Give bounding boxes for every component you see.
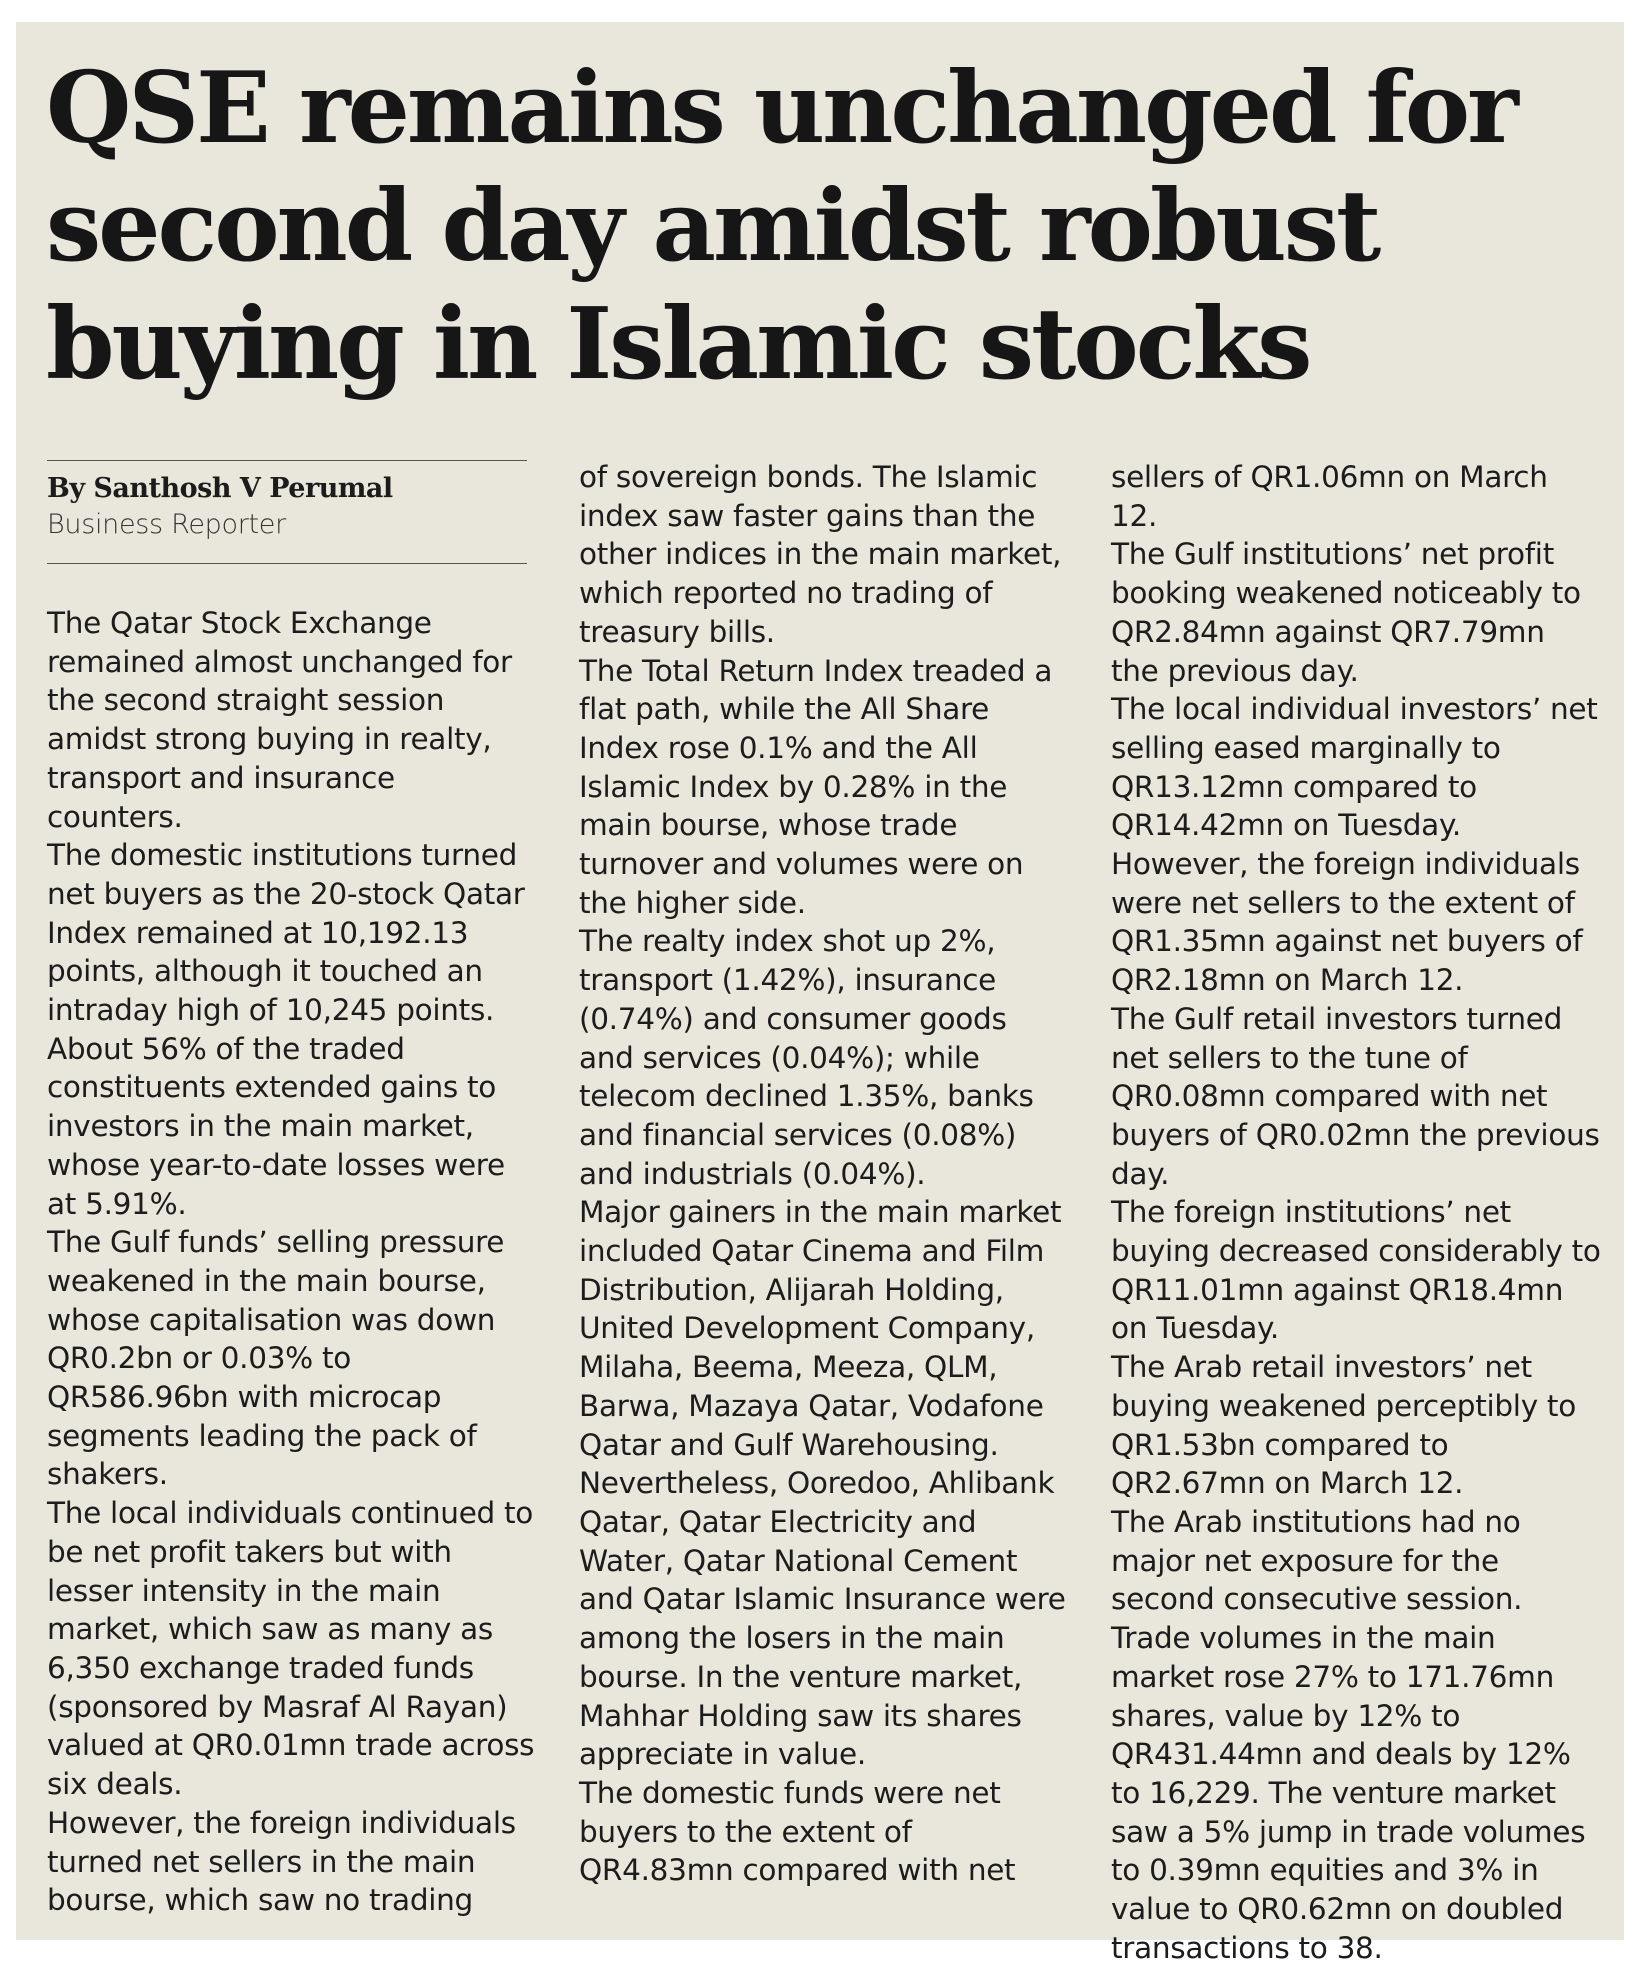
paragraph: The local individuals continued to be net profit takers but with lesser intensity in the main market, which saw as many as 6,350 exchange traded funds (sponsored by Masraf Al Rayan) valued at QR0.01mn trade across six deals.: [47, 1496, 535, 1802]
paragraph: The Gulf institutions’ net profit booking weakened noticeably to QR2.84mn against QR7.79mn the previous day.: [1111, 537, 1581, 688]
headline-line-1: QSE remains unchanged for: [46, 51, 1516, 166]
paragraph: Nevertheless, Ooredoo, Ahlibank Qatar, Qatar Electricity and Water, Qatar National Cement and Qatar Islamic Insurance were among the losers in the main bourse. In the venture market, Mahhar Holding saw its shares appreciate in value.: [579, 1466, 1066, 1772]
paragraph: The local individual investors’ net selling eased marginally to QR13.12mn compared to QR14.42mn on Tuesday.: [1111, 692, 1598, 843]
column-1-body: [47, 604, 537, 1920]
headline-line-3: buying in Islamic stocks: [46, 287, 1310, 402]
byline: [47, 460, 527, 564]
article-headline: [46, 50, 1606, 404]
paragraph: However, the foreign individuals were net sellers to the extent of QR1.35mn against net buyers of QR2.18mn on March 12.: [1111, 847, 1583, 998]
article-page: [16, 22, 1624, 1965]
paragraph: The foreign institutions’ net buying decreased considerably to QR11.01mn against QR18.4mn on Tuesday.: [1111, 1195, 1601, 1346]
paragraph: of sovereign bonds. The Islamic index saw faster gains than the other indices in the main market, which reported no trading of treasury bills.: [579, 460, 1062, 649]
paragraph: The Qatar Stock Exchange remained almost unchanged for the second straight session amidst strong buying in realty, transport and insurance counters.: [47, 606, 512, 834]
paragraph: The Arab institutions had no major net exposure for the second consecutive session.: [1111, 1504, 1523, 1617]
byline-role: Business Reporter: [47, 509, 286, 540]
paragraph: Major gainers in the main market included Qatar Cinema and Film Distribution, Alijarah Holding, United Development Company, Milaha, Beema, Meeza, QLM, Barwa, Mazaya Qatar, Vodafone Qatar and Gulf Warehousing.: [579, 1195, 1062, 1462]
paragraph: However, the foreign individuals turned net sellers in the main bourse, which saw no trading: [47, 1805, 516, 1918]
paragraph: The realty index shot up 2%, transport (1.42%), insurance (0.74%) and consumer goods and services (0.04%); while telecom declined 1.35%, banks and financial services (0.08%) and industrials (0.04%).: [579, 924, 1034, 1191]
column-1: [47, 460, 537, 1920]
paragraph: The Arab retail investors’ net buying weakened perceptibly to QR1.53bn compared to QR2.67mn on March 12.: [1111, 1350, 1576, 1501]
paragraph: The domestic funds were net buyers to the extent of QR4.83mn compared with net: [579, 1775, 1016, 1888]
paragraph: sellers of QR1.06mn on March 12.: [1111, 460, 1548, 533]
column-2: [579, 458, 1069, 1890]
paragraph: The Gulf retail investors turned net sellers to the tune of QR0.08mn compared with net buyers of QR0.02mn the previous day.: [1111, 1001, 1600, 1191]
paragraph: The Gulf funds’ selling pressure weakened in the main bourse, whose capitalisation was down QR0.2bn or 0.03% to QR586.96bn with microcap segments leading the pack of shakers.: [47, 1225, 505, 1492]
byline-author: By Santhosh V Perumal: [47, 473, 393, 504]
paragraph: About 56% of the traded constituents extended gains to investors in the main market, whose year-to-date losses were at 5.91%.: [47, 1031, 505, 1221]
paragraph: The domestic institutions turned net buyers as the 20-stock Qatar Index remained at 10,192.13 points, although it touched an intraday high of 10,245 points.: [47, 838, 525, 1028]
headline-line-2: second day amidst robust: [46, 169, 1379, 284]
column-3: [1111, 458, 1601, 1967]
paragraph: Trade volumes in the main market rose 27% to 171.76mn shares, value by 12% to QR431.44mn and deals by 12% to 16,229. The venture market saw a 5% jump in trade volumes to 0.39mn equities and 3% in value to QR0.62mn on doubled transactions to 38.: [1111, 1621, 1586, 1965]
paragraph: The Total Return Index treaded a flat path, while the All Share Index rose 0.1% and the All Islamic Index by 0.28% in the main bourse, whose trade turnover and volumes were on the higher side.: [579, 653, 1053, 920]
